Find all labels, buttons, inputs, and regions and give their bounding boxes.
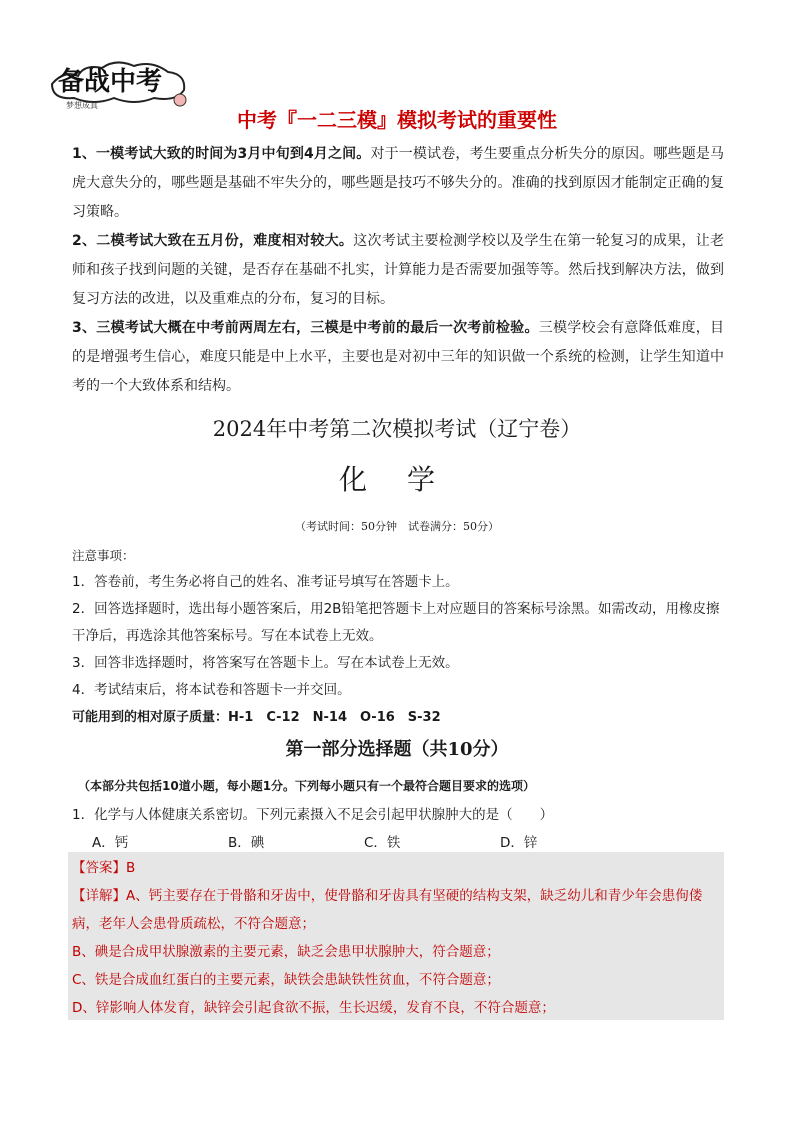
option-d: D．锌 bbox=[500, 835, 538, 851]
atomic-mass-line: 可能用到的相对原子质量：H-1 C-12 N-14 O-16 S-32 bbox=[72, 710, 441, 725]
answer-line bbox=[72, 854, 720, 882]
note-item: 3．回答非选择题时，将答案写在答题卡上。写在本试卷上无效。 bbox=[72, 655, 459, 671]
detail-line: B、碘是合成甲状腺激素的主要元素，缺乏会患甲状腺肿大，符合题意； bbox=[72, 944, 500, 960]
option-b: B．碘 bbox=[228, 835, 265, 851]
option-a: A．钙 bbox=[92, 835, 129, 851]
detail-line bbox=[72, 882, 720, 938]
exam-title: 2024年中考第二次模拟考试（辽宁卷） bbox=[212, 417, 582, 441]
notes-heading: 注意事项： bbox=[72, 548, 135, 563]
answer-label: 【答案】 bbox=[72, 860, 126, 876]
intro-section bbox=[72, 140, 724, 401]
intro-1-lead: 1、一模考试大致的时间为3月中旬到4月之间。 bbox=[72, 146, 371, 162]
note-item: 4．考试结束后，将本试卷和答题卡一并交回。 bbox=[72, 682, 351, 698]
detail-line: D、锌影响人体发育，缺锌会引起食欲不振，生长迟缓，发育不良，不符合题意； bbox=[72, 1000, 555, 1016]
page-title: 中考『一二三模』模拟考试的重要性 bbox=[237, 108, 557, 132]
intro-2-lead: 2、二模考试大致在五月份，难度相对较大。 bbox=[72, 233, 354, 249]
note-item: 1．答卷前，考生务必将自己的姓名、准考证号填写在答题卡上。 bbox=[72, 574, 459, 590]
logo-text: 备战中考 bbox=[58, 67, 163, 97]
detail-label: 【详解】 bbox=[72, 888, 126, 904]
logo-graphic bbox=[44, 46, 194, 112]
logo bbox=[44, 46, 194, 112]
intro-2-text: 这次考试主要检测学校以及学生在第一轮复习的成果，让老师和孩子找到问题的关键，是否存在基础不扎实，计算能力是否需要加强等等。然后找到解决方法，做到复习方法的改进，以及重难点的分布，复习的目标。 bbox=[72, 233, 724, 307]
logo-subtext: 梦想成真 bbox=[66, 101, 98, 110]
part-description: （本部分共包括10道小题，每小题1分。下列每小题只有一个最符合题目要求的选项） bbox=[78, 779, 536, 793]
question-1 bbox=[72, 801, 724, 857]
option-c: C．铁 bbox=[364, 835, 401, 851]
intro-paragraph-2 bbox=[72, 227, 724, 314]
subject-title: 化学 bbox=[338, 463, 475, 496]
notes-section bbox=[72, 542, 724, 731]
answer-box bbox=[68, 852, 724, 1020]
intro-3-lead: 3、三模考试大概在中考前两周左右，三模是中考前的最后一次考前检验。 bbox=[72, 320, 539, 336]
intro-paragraph-1 bbox=[72, 140, 724, 227]
part-title: 第一部分选择题（共10分） bbox=[285, 739, 509, 760]
answer-value: B bbox=[126, 860, 136, 876]
intro-1-text: 对于一模试卷，考生要重点分析失分的原因。哪些题是马虎大意失分的，哪些题是基础不牢失分的，哪些题是技巧不够失分的。准确的找到原因才能制定正确的复习策略。 bbox=[72, 146, 724, 220]
intro-paragraph-3 bbox=[72, 314, 724, 401]
intro-3-text: 三模学校会有意降低难度，目的是增强考生信心，难度只能是中上水平，主要也是对初中三年的知识做一个系统的检测，让学生知道中考的一个大致体系和结构。 bbox=[72, 320, 725, 394]
detail-text: A、钙主要存在于骨骼和牙齿中，使骨骼和牙齿具有坚硬的结构支架，缺乏幼儿和青少年会患佝偻病，老年人会患骨质疏松，不符合题意； bbox=[72, 888, 703, 932]
detail-line: C、铁是合成血红蛋白的主要元素，缺铁会患缺铁性贫血，不符合题意； bbox=[72, 972, 500, 988]
note-item: 2．回答选择题时，选出每小题答案后，用2B铅笔把答题卡上对应题目的答案标号涂黑。如需改动，用橡皮擦干净后，再选涂其他答案标号。写在本试卷上无效。 bbox=[72, 601, 720, 644]
exam-info: （考试时间：50分钟 试卷满分：50分） bbox=[295, 520, 499, 533]
question-stem: 1．化学与人体健康关系密切。下列元素摄入不足会引起甲状腺肿大的是（ ） bbox=[72, 807, 554, 823]
